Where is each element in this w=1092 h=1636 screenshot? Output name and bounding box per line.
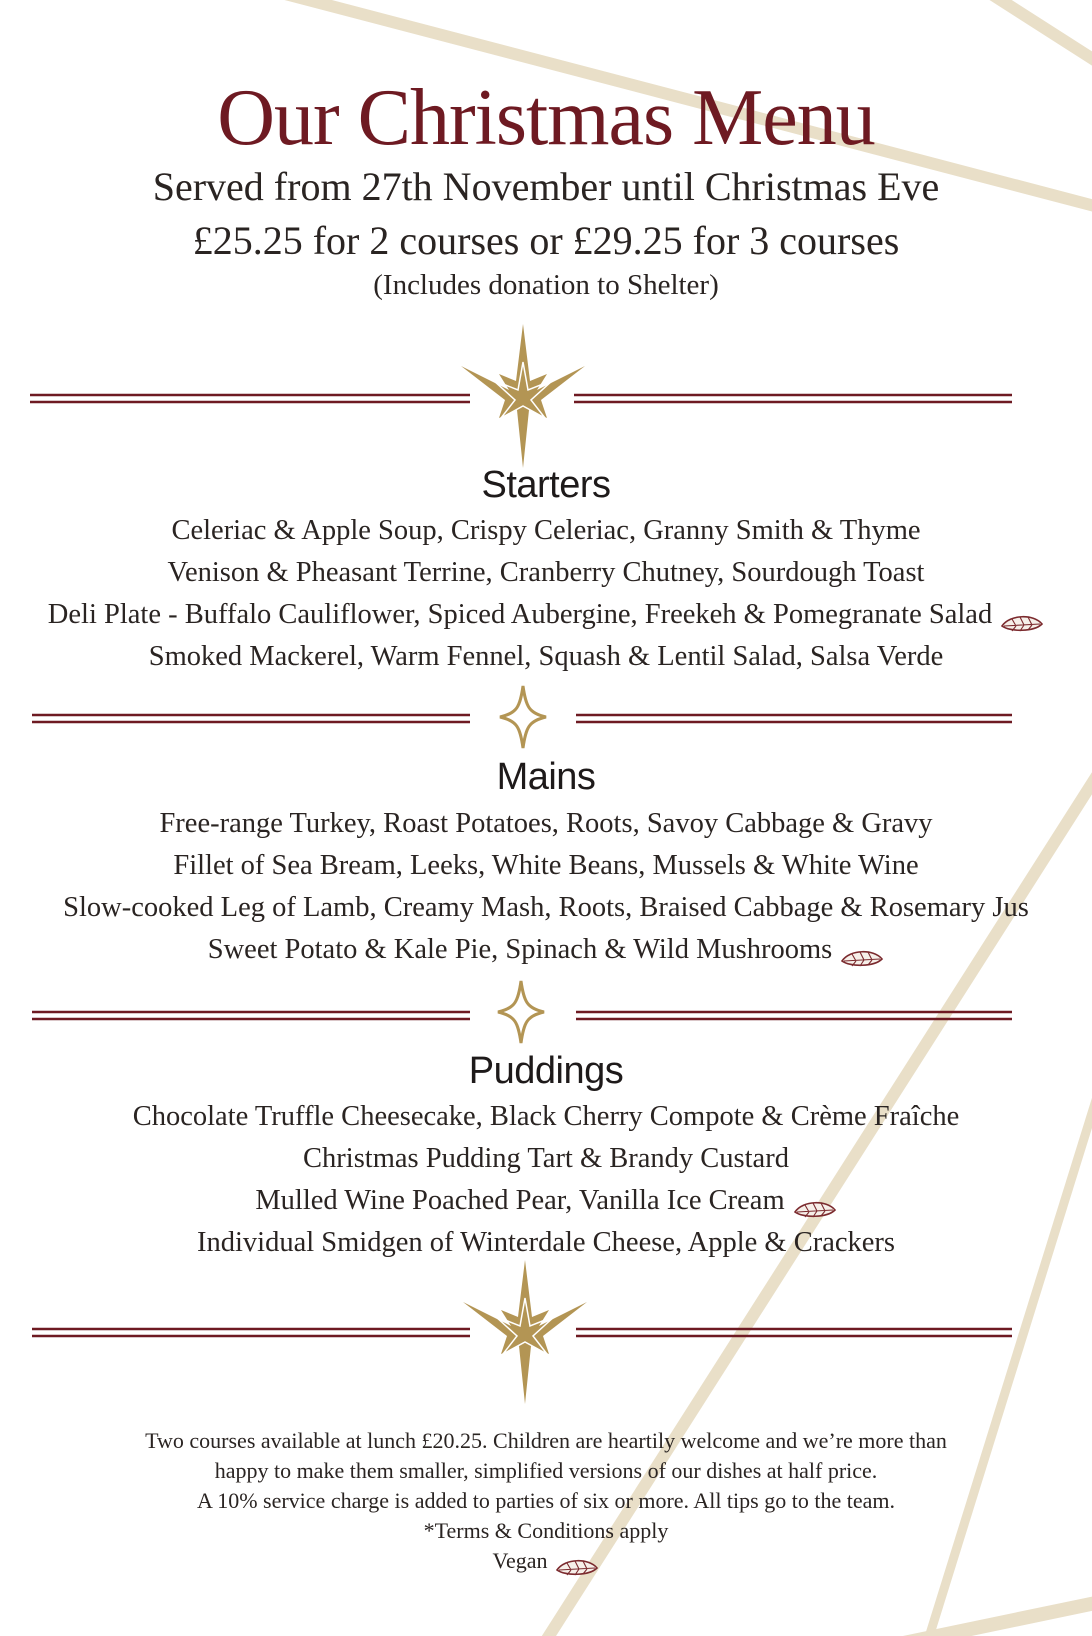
menu-item: Venison & Pheasant Terrine, Cranberry Chutney, Sourdough Toast [167, 557, 925, 588]
donation-note: (Includes donation to Shelter) [373, 269, 719, 301]
menu-title: Our Christmas Menu [217, 74, 875, 162]
leaf-icon [555, 1554, 599, 1572]
terms-note: *Terms & Conditions apply [423, 1518, 669, 1543]
divider-right-line [576, 1326, 1012, 1344]
footer-note: A 10% service charge is added to parties of six or more. All tips go to the team. [197, 1488, 895, 1513]
compass-star-icon [461, 324, 585, 473]
menu-item-vegan [0, 1184, 1092, 1218]
divider-left-line [32, 712, 470, 730]
leaf-icon [1000, 607, 1044, 625]
menu-item: Fillet of Sea Bream, Leeks, White Beans, Mussels & White Wine [173, 850, 919, 881]
footer-note: Two courses available at lunch £20.25. Children are heartily welcome and we’re more than [145, 1428, 947, 1453]
menu-item: Free-range Turkey, Roast Potatoes, Roots, Savoy Cabbage & Gravy [159, 808, 933, 839]
section-heading-starters: Starters [481, 464, 611, 506]
leaf-icon [840, 942, 884, 960]
menu-item: Celeriac & Apple Soup, Crispy Celeriac, Granny Smith & Thyme [171, 515, 921, 546]
divider-right-line [576, 712, 1012, 730]
divider-right-line [576, 1009, 1012, 1027]
menu-item: Individual Smidgen of Winterdale Cheese, Apple & Crackers [197, 1227, 895, 1258]
vegan-key-label: Vegan [492, 1548, 548, 1573]
menu-item: Christmas Pudding Tart & Brandy Custard [303, 1143, 789, 1174]
compass-star-icon [463, 1260, 587, 1409]
footer-note: happy to make them smaller, simplified versions of our dishes at half price. [214, 1458, 878, 1483]
divider-left-line [30, 392, 470, 410]
leaf-icon [793, 1193, 837, 1211]
section-heading-puddings: Puddings [468, 1050, 624, 1092]
price-line: £25.25 for 2 courses or £29.25 for 3 courses [192, 218, 900, 263]
divider-left-line [32, 1326, 470, 1344]
divider-left-line [32, 1009, 470, 1027]
menu-item: Chocolate Truffle Cheesecake, Black Cherry Compote & Crème Fraîche [132, 1101, 960, 1132]
four-point-star-icon [496, 979, 546, 1050]
menu-item-text: Mulled Wine Poached Pear, Vanilla Ice Cream [255, 1185, 785, 1216]
four-point-star-icon [498, 684, 548, 755]
section-heading-mains: Mains [496, 756, 596, 798]
divider-right-line [574, 392, 1012, 410]
menu-item-text: Deli Plate - Buffalo Cauliflower, Spiced Aubergine, Freekeh & Pomegranate Salad [47, 599, 993, 630]
menu-item-text: Sweet Potato & Kale Pie, Spinach & Wild Mushrooms [207, 934, 833, 965]
menu-item: Smoked Mackerel, Warm Fennel, Squash & Lentil Salad, Salsa Verde [148, 641, 944, 672]
served-dates: Served from 27th November until Christmas Eve [152, 164, 940, 209]
menu-item: Slow-cooked Leg of Lamb, Creamy Mash, Roots, Braised Cabbage & Rosemary Jus [63, 892, 1029, 923]
menu-item-vegan [0, 598, 1092, 632]
vegan-key [0, 1546, 1092, 1576]
menu-item-vegan [0, 933, 1092, 967]
